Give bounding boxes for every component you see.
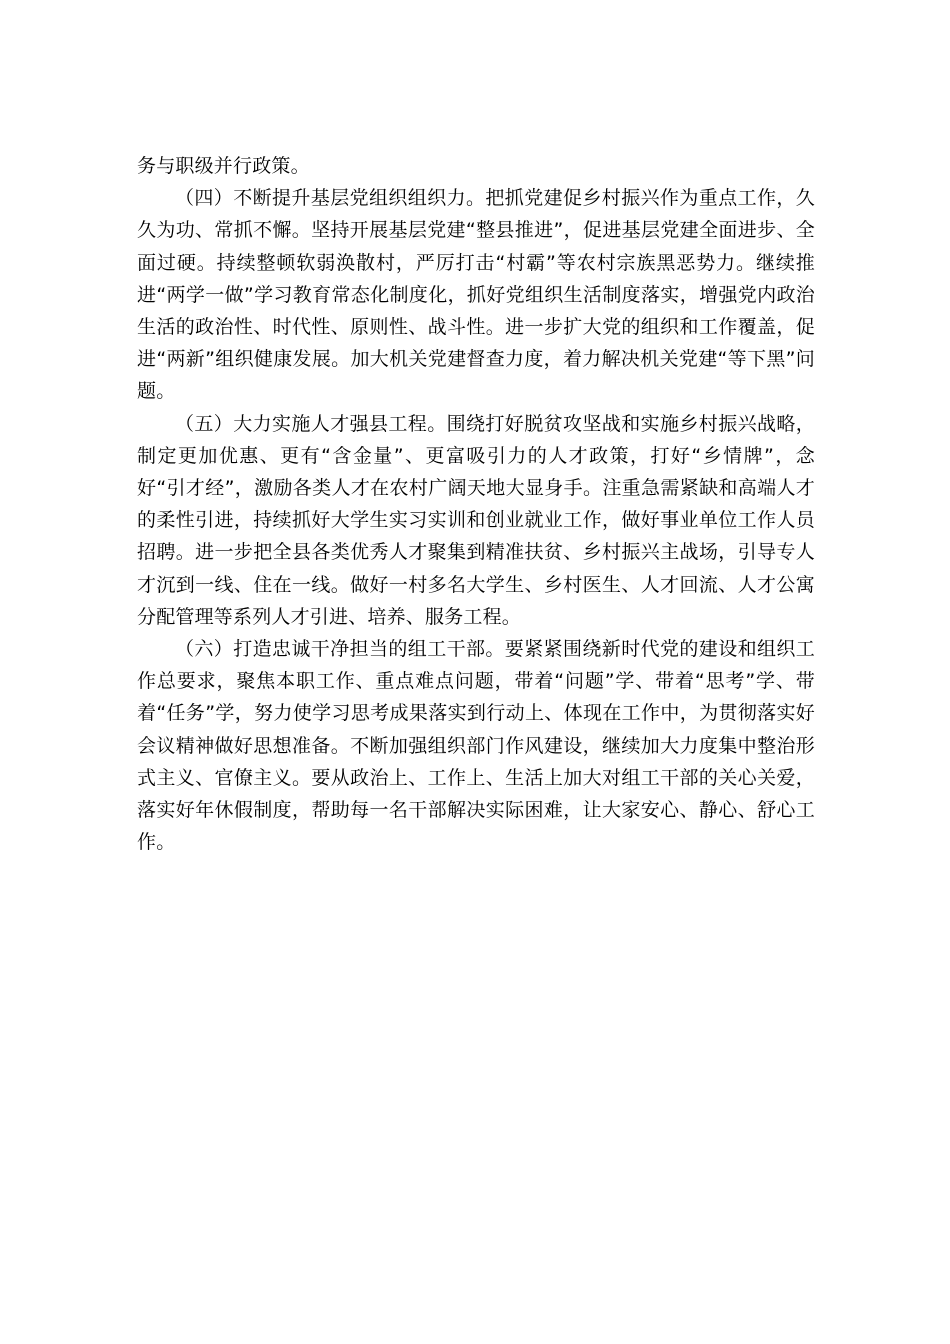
paragraph-section-6: （六）打造忠诚干净担当的组工干部。要紧紧围绕新时代党的建设和组织工作总要求，聚焦本职工作、重点难点问题，带着“问题”学、带着“思考”学、带着“任务”学，努力使学习思考成果落实到行动上、体现在工作中，为贯彻落实好会议精神做好思想准备。不断加强组织部门作风建设，继续加大力度集中整治形式主义、官僚主义。要从政治上、工作上、生活上加大对组工干部的关心关爱，落实好年休假制度，帮助每一名干部解决实际困难，让大家安心、静心、舒心工作。: [137, 638, 815, 854]
paragraph-section-5: （五）大力实施人才强县工程。围绕打好脱贫攻坚战和实施乡村振兴战略，制定更加优惠、更有“含金量”、更富吸引力的人才政策，打好“乡情牌”，念好“引才经”，激励各类人才在农村广阔天地大显身手。注重急需紧缺和高端人才的柔性引进，持续抓好大学生实习实训和创业就业工作，做好事业单位工作人员招聘。进一步把全县各类优秀人才聚集到精准扶贫、乡村振兴主战场，引导专人才沉到一线、住在一线。做好一村多名大学生、乡村医生、人才回流、人才公寓分配管理等系列人才引进、培养、服务工程。: [137, 412, 815, 628]
document-body: [137, 150, 815, 858]
paragraph-section-4: （四）不断提升基层党组织组织力。把抓党建促乡村振兴作为重点工作，久久为功、常抓不懈。坚持开展基层党建“整县推进”，促进基层党建全面进步、全面过硬。持续整顿软弱涣散村，严厉打击“村霸”等农村宗族黑恶势力。继续推进“两学一做”学习教育常态化制度化，抓好党组织生活制度落实，增强党内政治生活的政治性、时代性、原则性、战斗性。进一步扩大党的组织和工作覆盖，促进“两新”组织健康发展。加大机关党建督查力度，着力解决机关党建“等下黑”问题。: [137, 187, 815, 403]
paragraph-continuation: 务与职级并行政策。: [137, 155, 310, 177]
